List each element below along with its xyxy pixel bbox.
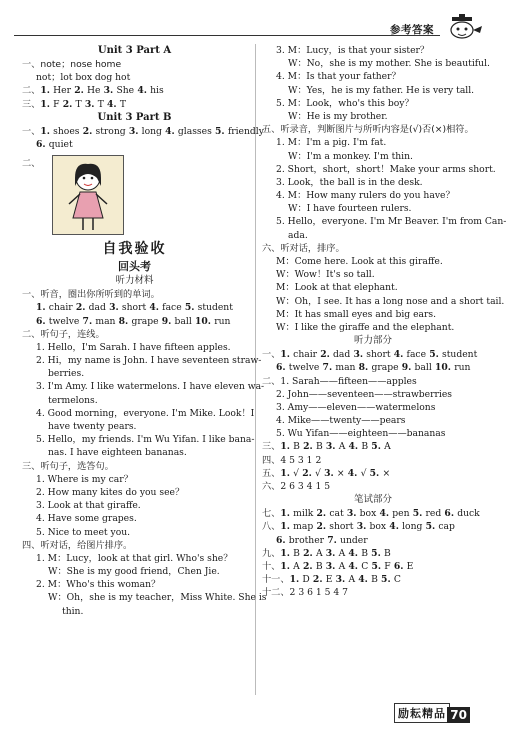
s3-line: 3. Look at that giraffe.: [36, 500, 141, 512]
item-number: 1.: [280, 521, 294, 533]
right-column: [262, 44, 506, 600]
dialog-line: 4. M：Is that your father？: [276, 71, 401, 83]
item-number: 3.: [105, 302, 122, 314]
word: short: [121, 302, 147, 314]
ans3: [262, 440, 484, 453]
answer: pen: [392, 508, 410, 520]
answer: shoes: [53, 125, 80, 137]
item-number: 2.: [299, 560, 316, 572]
answer: E: [406, 560, 414, 572]
unit3b-q2: [22, 151, 247, 235]
item-number: 5.: [367, 547, 384, 559]
s6-line: M：It has small eyes and big ears.: [276, 308, 437, 320]
s1-row1: [22, 301, 247, 314]
item-number: 5.: [422, 521, 439, 533]
item-number: 2.: [313, 521, 330, 533]
item-number: 6.: [276, 362, 289, 374]
q-number: 三、: [22, 98, 41, 110]
s6-line: W：Oh，I see. It has a long nose and a short tail.: [276, 295, 505, 307]
s4-line: 2. M：Who's this woman？: [36, 579, 161, 591]
item-number: 3.: [322, 441, 339, 453]
ans4: 四、4 5 3 1 2: [262, 454, 322, 466]
item-number: 8.: [355, 362, 372, 374]
item-number: 4.: [146, 302, 163, 314]
item-number: 5.: [426, 349, 443, 361]
s2-title: 二、听句子，连线。: [22, 328, 105, 340]
answer: Her: [53, 85, 72, 97]
unit3b-title: Unit 3 Part B: [97, 111, 172, 123]
answer: under: [340, 534, 368, 546]
answer: cap: [438, 521, 455, 533]
word: face: [162, 302, 182, 314]
header-rule: [14, 35, 440, 36]
answer: face: [406, 349, 427, 361]
ans2-line: 5. Wu Yifan——eighteen——bananas: [276, 428, 446, 440]
s3-line: 1. Where is my car？: [36, 473, 133, 485]
s5-line: 1. M：I'm a pig. I'm fat.: [276, 137, 387, 149]
item-number: 5.: [368, 560, 385, 572]
s5-line: W：I have fourteen rulers.: [288, 203, 412, 215]
ans2-line: 2. John——seventeen——strawberries: [276, 388, 452, 400]
item-number: 3.: [322, 547, 339, 559]
s5-line: 3. Look，the ball is in the desk.: [276, 176, 423, 188]
ans8-row1: [262, 520, 484, 533]
answer: grape: [371, 362, 399, 374]
answer: map: [293, 521, 314, 533]
answer: strong: [95, 125, 126, 137]
word: man: [95, 315, 116, 327]
s2-line: 5. Hello，my friends. I'm Wu Yifan. I like bana-: [36, 434, 255, 446]
unit3a-q2: [22, 84, 247, 97]
answer: long: [141, 125, 162, 137]
s4-line: thin.: [62, 605, 84, 617]
answer: D: [302, 574, 310, 586]
q-number: 一、: [262, 349, 281, 361]
item-number: 9.: [158, 315, 175, 327]
answer: A: [384, 441, 391, 453]
q-number: 五、: [262, 467, 281, 479]
item-number: 4.: [345, 560, 362, 572]
word: dad: [88, 302, 106, 314]
answer: chair: [293, 349, 318, 361]
page-header: [0, 0, 500, 40]
item-number: 5.: [377, 574, 394, 586]
answer: T: [97, 98, 104, 110]
item-number: 4.: [161, 125, 178, 137]
answer: dad: [333, 349, 351, 361]
answer: B: [315, 560, 323, 572]
s5-title: 五、听录音，判断图片与所听内容是(√)否(×)相符。: [262, 124, 474, 136]
answer: student: [442, 349, 478, 361]
s2-line: 1. Hello，I'm Sarah. I have fifteen apples.: [36, 341, 231, 353]
item-number: 3.: [353, 521, 370, 533]
ans5: [262, 467, 484, 480]
word: ball: [174, 315, 192, 327]
s5-line: 4. M：How many rulers do you have？: [276, 190, 455, 202]
item-number: 3.: [322, 560, 339, 572]
item-number: 1.: [36, 302, 49, 314]
s1-title: 一、听音，圈出你所听到的单词。: [22, 289, 160, 301]
s2-line: termelons.: [48, 394, 98, 406]
item-number: 2.: [299, 547, 316, 559]
s4-line: 1. M：Lucy，look at that girl. Who's she？: [36, 552, 233, 564]
item-number: 3.: [350, 349, 367, 361]
s6-line: W：I like the giraffe and the elephant.: [276, 321, 455, 333]
answer: ball: [414, 362, 432, 374]
answer: A: [338, 560, 346, 572]
item-number: 3.: [343, 508, 360, 520]
item-number: 1.: [40, 85, 54, 97]
item-number: 4.: [345, 547, 362, 559]
answer: She: [116, 85, 135, 97]
s5-line: 2. Short，short，short！Make your arms short.: [276, 163, 496, 175]
self-test-title: 自我验收: [102, 241, 167, 258]
unit3b-q1b: [22, 138, 247, 151]
material-title: 听力材料: [115, 275, 154, 287]
item-number: 1.: [289, 574, 303, 586]
answer: B: [293, 441, 300, 453]
item-number: 1.: [280, 349, 294, 361]
item-number: 10.: [431, 362, 455, 374]
word: student: [197, 302, 233, 314]
answer: box: [369, 521, 387, 533]
answer: A: [315, 547, 323, 559]
dialog-line: W：No，she is my mother. She is beautiful.: [288, 58, 490, 70]
q-number: 二、: [22, 158, 41, 170]
item-number: 4.: [103, 98, 120, 110]
s2-line: 2. Hi，my name is John. I have seventeen straw-: [36, 355, 262, 367]
item-number: 2.: [71, 85, 88, 97]
answer: quiet: [48, 138, 73, 150]
answer: cat: [329, 508, 344, 520]
dialog-line: W：Yes，he is my father. He is very tall.: [288, 84, 475, 96]
word: twelve: [48, 315, 80, 327]
answer: B: [361, 441, 369, 453]
page-number: 70: [447, 707, 470, 723]
s5-line: W：I'm a monkey. I'm thin.: [288, 150, 413, 162]
answer: friendly: [227, 125, 264, 137]
review-title: 回头考: [118, 260, 151, 274]
item-number: 2.: [317, 349, 334, 361]
dialog-line: W：He is my brother.: [288, 110, 388, 122]
item-number: 2.: [299, 467, 316, 479]
item-number: 6.: [276, 534, 289, 546]
item-number: 6.: [390, 560, 407, 572]
answer: F: [53, 98, 60, 110]
s6-line: W：Wow！It's so tall.: [276, 269, 375, 281]
unit3b-q1: [22, 125, 264, 138]
item-number: 5.: [366, 467, 383, 479]
s2-line: 3. I'm Amy. I like watermelons. I have eleven wa-: [36, 381, 265, 393]
item-number: 8.: [115, 315, 132, 327]
s6-title: 六、听对话，排序。: [262, 242, 345, 254]
item-number: 2.: [299, 441, 316, 453]
answer: ×: [336, 467, 345, 479]
ans10: [262, 560, 484, 573]
item-number: 5.: [181, 302, 198, 314]
answer: twelve: [288, 362, 320, 374]
s3-line: 2. How many kites do you see？: [36, 486, 185, 498]
item-number: 2.: [79, 125, 96, 137]
s6-line: M：Look at that elephant.: [276, 282, 398, 294]
item-number: 2.: [309, 574, 326, 586]
unit3a-q1b: not；lot box dog hot: [36, 72, 131, 84]
answer: B: [293, 547, 300, 559]
ans1-row2: [262, 361, 484, 374]
item-number: 7.: [324, 534, 341, 546]
mascot-icon: [442, 14, 486, 40]
answer: E: [325, 574, 333, 586]
answer: brother: [288, 534, 325, 546]
s4-line: W：Oh，she is my teacher，Miss White. She is: [48, 592, 267, 604]
ans7: [262, 507, 484, 520]
item-number: 5.: [409, 508, 426, 520]
girl-drawing-image: [52, 155, 124, 235]
answer: A: [348, 574, 356, 586]
unit3a-q1a: 一、note；nose home: [22, 59, 122, 70]
q-number: 八、: [262, 521, 281, 533]
q-number: 九、: [262, 547, 281, 559]
item-number: 6.: [36, 138, 49, 150]
answer: A: [338, 547, 346, 559]
ans12: 十二、2 3 6 1 5 4 7: [262, 587, 349, 599]
unit3a-title: Unit 3 Part A: [97, 45, 172, 56]
answer: man: [335, 362, 356, 374]
answer: his: [150, 85, 164, 97]
item-number: 2.: [313, 508, 330, 520]
ans9: [262, 547, 484, 560]
answer: √: [293, 467, 300, 479]
item-number: 4.: [390, 349, 407, 361]
ans11: [262, 573, 484, 586]
s3-title: 三、听句子，选答句。: [22, 460, 114, 472]
header-title: 参考答案: [390, 24, 434, 36]
item-number: 7.: [319, 362, 336, 374]
answer: run: [454, 362, 471, 374]
written-title: 笔试部分: [353, 494, 392, 506]
item-number: 3.: [332, 574, 349, 586]
answer: red: [425, 508, 442, 520]
answer: milk: [293, 508, 314, 520]
item-number: 1.: [280, 467, 294, 479]
q-number: 十、: [262, 560, 281, 572]
answer: duck: [457, 508, 480, 520]
answer: short: [366, 349, 391, 361]
item-number: 1.: [280, 547, 294, 559]
page-footer: [0, 695, 500, 735]
answer: B: [383, 547, 391, 559]
ans8-row2: [262, 534, 484, 547]
item-number: 1.: [280, 508, 294, 520]
item-number: 4.: [355, 574, 372, 586]
answer: A: [338, 441, 346, 453]
footer-brand: 励耘精品: [394, 703, 450, 723]
ans2-line: 4. Mike——twenty——pears: [276, 415, 406, 427]
item-number: 3.: [320, 467, 337, 479]
s2-line: nas. I have eighteen bananas.: [48, 447, 187, 459]
answer: √: [315, 467, 321, 479]
answer: F: [384, 560, 391, 572]
item-number: 4.: [344, 467, 361, 479]
answer: He: [87, 85, 101, 97]
listening-title: 听力部分: [353, 335, 392, 347]
s4-title: 四、听对话，给图片排序。: [22, 539, 133, 551]
answer: glasses: [177, 125, 212, 137]
s5-line: ada.: [288, 229, 308, 241]
s2-line: 4. Good morning，everyone. I'm Mike. Look！I: [36, 407, 255, 419]
q-number: 三、: [262, 441, 281, 453]
s2-line: berries.: [48, 368, 85, 380]
item-number: 1.: [280, 560, 294, 572]
answer: C: [393, 574, 401, 586]
item-number: 2.: [59, 98, 76, 110]
left-column: [22, 44, 267, 618]
word: grape: [131, 315, 159, 327]
q-number: 二、: [22, 85, 41, 97]
s2-line: have twenty pears.: [48, 421, 137, 432]
q-number: 七、: [262, 508, 281, 520]
answer: B: [371, 574, 378, 586]
s5-line: 5. Hello，everyone. I'm Mr Beaver. I'm from Can-: [276, 216, 506, 228]
item-number: 7.: [79, 315, 96, 327]
item-number: 6.: [36, 315, 49, 327]
item-number: 1.: [40, 125, 54, 137]
s4-line: W：She is my good friend，Chen Jie.: [48, 566, 220, 578]
item-number: 3.: [81, 98, 98, 110]
s3-line: 4. Have some grapes.: [36, 513, 137, 525]
word: run: [214, 315, 231, 327]
ans2-line: 二、1. Sarah——fifteen——apples: [262, 375, 417, 387]
item-number: 3.: [125, 125, 142, 137]
item-number: 6.: [441, 508, 458, 520]
answer: T: [119, 98, 126, 110]
unit3a-q3: [22, 98, 247, 111]
answer: B: [361, 547, 368, 559]
answer: A: [293, 560, 300, 572]
answer: B: [315, 441, 323, 453]
dialog-line: 5. M：Look，who's this boy？: [276, 97, 414, 109]
item-number: 4.: [134, 85, 151, 97]
answer: box: [359, 508, 377, 520]
item-number: 10.: [191, 315, 215, 327]
ans2-line: 3. Amy——eleven——watermelons: [276, 401, 436, 413]
item-number: 4.: [386, 521, 403, 533]
answer: long: [402, 521, 423, 533]
q-number: 十一、: [262, 574, 290, 586]
ans6: 六、2 6 3 4 1 5: [262, 481, 331, 492]
s6-line: M：Come here. Look at this giraffe.: [276, 256, 443, 267]
answer: ×: [382, 467, 391, 479]
ans1-row1: [262, 348, 484, 361]
word: chair: [48, 302, 73, 314]
answer: √: [360, 467, 367, 479]
item-number: 9.: [398, 362, 415, 374]
q-number: 一、: [22, 125, 41, 137]
dialog-line: 3. M：Lucy，is that your sister？: [276, 45, 430, 56]
answer: C: [361, 560, 369, 572]
item-number: 2.: [72, 302, 89, 314]
s3-line: 5. Nice to meet you.: [36, 526, 131, 538]
answer: short: [329, 521, 354, 533]
item-number: 3.: [100, 85, 117, 97]
item-number: 4.: [345, 441, 362, 453]
item-number: 1.: [280, 441, 294, 453]
item-number: 5.: [211, 125, 228, 137]
answer: T: [75, 98, 82, 110]
item-number: 1.: [40, 98, 54, 110]
item-number: 4.: [376, 508, 393, 520]
item-number: 5.: [368, 441, 385, 453]
s1-row2: [22, 315, 247, 328]
